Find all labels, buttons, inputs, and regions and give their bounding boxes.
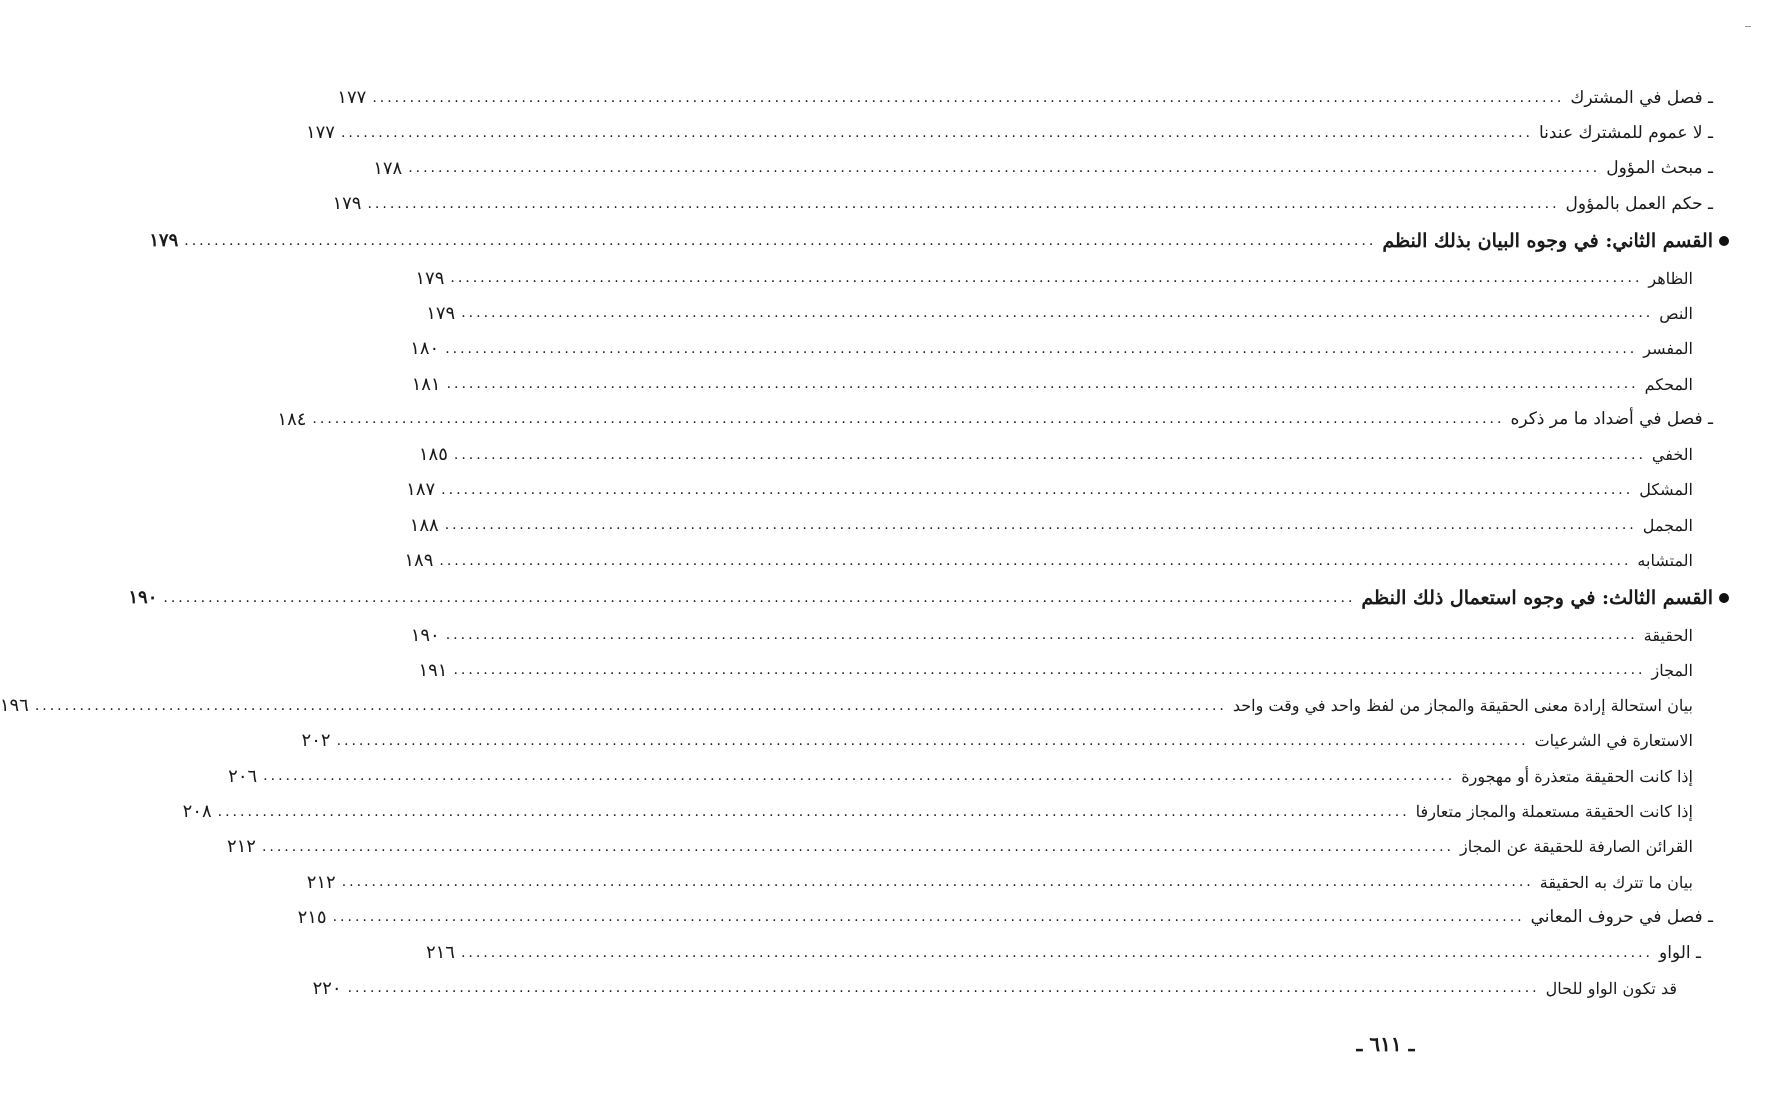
toc-entry — [228, 759, 1713, 794]
dot-leader: ................................................................................................................................................................ — [163, 589, 1356, 606]
toc-entry — [226, 829, 1713, 864]
toc-entry-title: المجاز — [1651, 660, 1693, 680]
toc-entry — [418, 653, 1713, 688]
toc-entry-title: ـ فصل في أضداد ما مر ذكره — [1510, 409, 1713, 430]
toc-entry — [182, 794, 1713, 829]
dot-leader: ................................................................................................................................................................ — [261, 838, 1454, 855]
dot-leader: ................................................................................................................................................................ — [446, 376, 1639, 393]
toc-entry — [0, 688, 1713, 723]
toc-entry-title: ـ فصل في حروف المعاني — [1530, 907, 1713, 928]
toc-entry-page: ١٩٠ — [410, 624, 440, 646]
toc-entry-page: ٢٠٢ — [301, 730, 331, 752]
toc-entry-title: قد تكون الواو للحال — [1545, 978, 1677, 998]
dot-leader: ................................................................................................................................................................ — [340, 124, 1533, 141]
toc-entry — [410, 331, 1713, 366]
dot-leader: ................................................................................................................................................................ — [444, 517, 1637, 534]
dot-leader: ................................................................................................................................................................ — [445, 627, 1638, 644]
toc-entry — [301, 723, 1713, 758]
dot-leader: ................................................................................................................................................................ — [332, 909, 1525, 926]
toc-entry-title: المجمل — [1642, 515, 1693, 535]
dot-leader: ................................................................................................................................................................ — [450, 270, 1643, 287]
toc-entry-page: ٢١٢ — [226, 836, 256, 858]
dot-leader: ................................................................................................................................................................ — [453, 446, 1646, 463]
toc-entry-page: ١٧٨ — [373, 157, 403, 179]
toc-entry-title: إذا كانت الحقيقة متعذرة أو مهجورة — [1461, 766, 1693, 786]
toc-entry-page: ١٨٨ — [409, 514, 439, 536]
dot-leader: ................................................................................................................................................................ — [441, 481, 1634, 498]
toc-entry-title: القرائن الصارفة للحقيقة عن المجاز — [1459, 837, 1693, 857]
toc-entry — [425, 935, 1713, 970]
toc-entry-title: المشكل — [1639, 480, 1693, 500]
toc-entry-title: إذا كانت الحقيقة مستعملة والمجاز متعارفا — [1415, 802, 1693, 822]
toc-entry — [305, 115, 1713, 150]
toc-entry — [312, 970, 1713, 1005]
dot-leader: ................................................................................................................................................................ — [460, 944, 1653, 961]
dot-leader: ................................................................................................................................................................ — [263, 768, 1456, 785]
toc-entry-title: الاستعارة في الشرعيات — [1534, 731, 1693, 751]
toc-entry-title: النص — [1659, 303, 1693, 323]
toc-entry — [332, 186, 1713, 221]
toc-entry-title: الحقيقة — [1643, 625, 1693, 645]
toc-entry — [411, 366, 1713, 401]
toc-entry — [297, 900, 1713, 935]
dot-leader: ................................................................................................................................................................ — [408, 160, 1601, 177]
toc-entry-page: ١٩٠ — [128, 587, 158, 609]
toc-entry-page: ١٧٩ — [332, 193, 362, 215]
dot-leader: ................................................................................................................................................................ — [445, 340, 1638, 357]
toc-entry-title: بيان استحالة إرادة معنى الحقيقة والمجاز من لفظ واحد في وقت واحد — [1232, 696, 1693, 716]
toc-entry-title: القسم الثالث: في وجوه استعمال ذلك النظم — [1361, 586, 1713, 609]
toc-entry-title: القسم الثاني: في وجوه البيان بذلك النظم — [1382, 229, 1713, 252]
dot-leader: ................................................................................................................................................................ — [372, 89, 1565, 106]
toc-entry — [277, 402, 1713, 437]
toc-entry-title: الظاهر — [1648, 268, 1693, 288]
toc-entry-title: المتشابه — [1637, 551, 1693, 570]
dot-leader: ................................................................................................................................................................ — [367, 195, 1560, 212]
toc-entry — [149, 223, 1713, 258]
toc-entry-title: ـ الواو — [1658, 942, 1701, 963]
dot-leader: ................................................................................................................................................................ — [184, 232, 1377, 249]
toc-entry — [415, 260, 1713, 295]
toc-entry-page: ١٩١ — [418, 659, 448, 681]
toc-entry-page: ١٧٧ — [305, 122, 335, 144]
toc-entry-page: ٢٢٠ — [312, 977, 342, 999]
toc-entry-page: ٢٠٦ — [228, 765, 258, 787]
toc-entry-page: ١٨٥ — [418, 444, 448, 466]
toc-entry-title: بيان ما تترك به الحقيقة — [1539, 872, 1693, 892]
toc-entry — [404, 543, 1713, 578]
toc-entry-page: ١٨٠ — [410, 338, 440, 360]
toc-entry-title: ـ حكم العمل بالمؤول — [1565, 193, 1713, 214]
toc-entry — [306, 865, 1713, 900]
toc-entry-page: ١٧٩ — [149, 230, 179, 252]
toc-entry — [426, 296, 1713, 331]
toc-entry-title: ـ فصل في المشترك — [1570, 87, 1713, 108]
toc-entry — [373, 151, 1713, 186]
toc-entry — [337, 80, 1713, 115]
toc-entry-page: ١٨٤ — [277, 408, 307, 430]
table-of-contents — [0, 80, 1713, 1006]
toc-entry-page: ٢١٦ — [425, 942, 455, 964]
toc-entry-page: ١٨٩ — [404, 550, 434, 571]
bullet-icon — [1719, 236, 1729, 246]
dot-leader: ................................................................................................................................................................ — [347, 980, 1540, 997]
toc-entry-page: ١٩٦ — [0, 695, 29, 717]
dot-leader: ................................................................................................................................................................ — [336, 732, 1529, 749]
dot-leader: ................................................................................................................................................................ — [453, 662, 1646, 679]
toc-entry — [406, 472, 1713, 507]
page-number: ـ ٦١١ ـ — [1356, 1032, 1415, 1056]
toc-entry-page: ١٧٩ — [426, 302, 456, 324]
toc-entry-title: المحكم — [1644, 374, 1693, 394]
toc-entry-title: ـ لا عموم للمشترك عندنا — [1538, 122, 1713, 143]
toc-entry-page: ٢١٢ — [306, 871, 336, 893]
bullet-icon — [1719, 593, 1729, 603]
dot-leader: ................................................................................................................................................................ — [439, 552, 1632, 569]
dot-leader: ................................................................................................................................................................ — [341, 874, 1534, 891]
toc-entry-page: ١٨٧ — [406, 479, 436, 501]
toc-entry-title: ـ مبحث المؤول — [1606, 158, 1713, 179]
dot-leader: ................................................................................................................................................................ — [312, 411, 1505, 428]
toc-entry — [409, 508, 1713, 543]
dot-leader: ................................................................................................................................................................ — [217, 803, 1410, 820]
toc-entry-page: ١٧٩ — [415, 267, 445, 289]
toc-entry — [410, 617, 1713, 652]
toc-entry-page: ٢٠٨ — [182, 801, 212, 823]
toc-entry-page: ٢١٥ — [297, 906, 327, 928]
toc-entry — [418, 437, 1713, 472]
corner-mark — [1745, 26, 1751, 27]
toc-entry-title: الخفي — [1651, 445, 1693, 465]
dot-leader: ................................................................................................................................................................ — [461, 305, 1654, 322]
dot-leader: ................................................................................................................................................................ — [34, 697, 1227, 714]
toc-entry-page: ١٨١ — [411, 373, 441, 395]
toc-entry — [128, 580, 1713, 615]
toc-entry-title: المفسر — [1643, 339, 1693, 359]
toc-entry-page: ١٧٧ — [337, 87, 367, 109]
